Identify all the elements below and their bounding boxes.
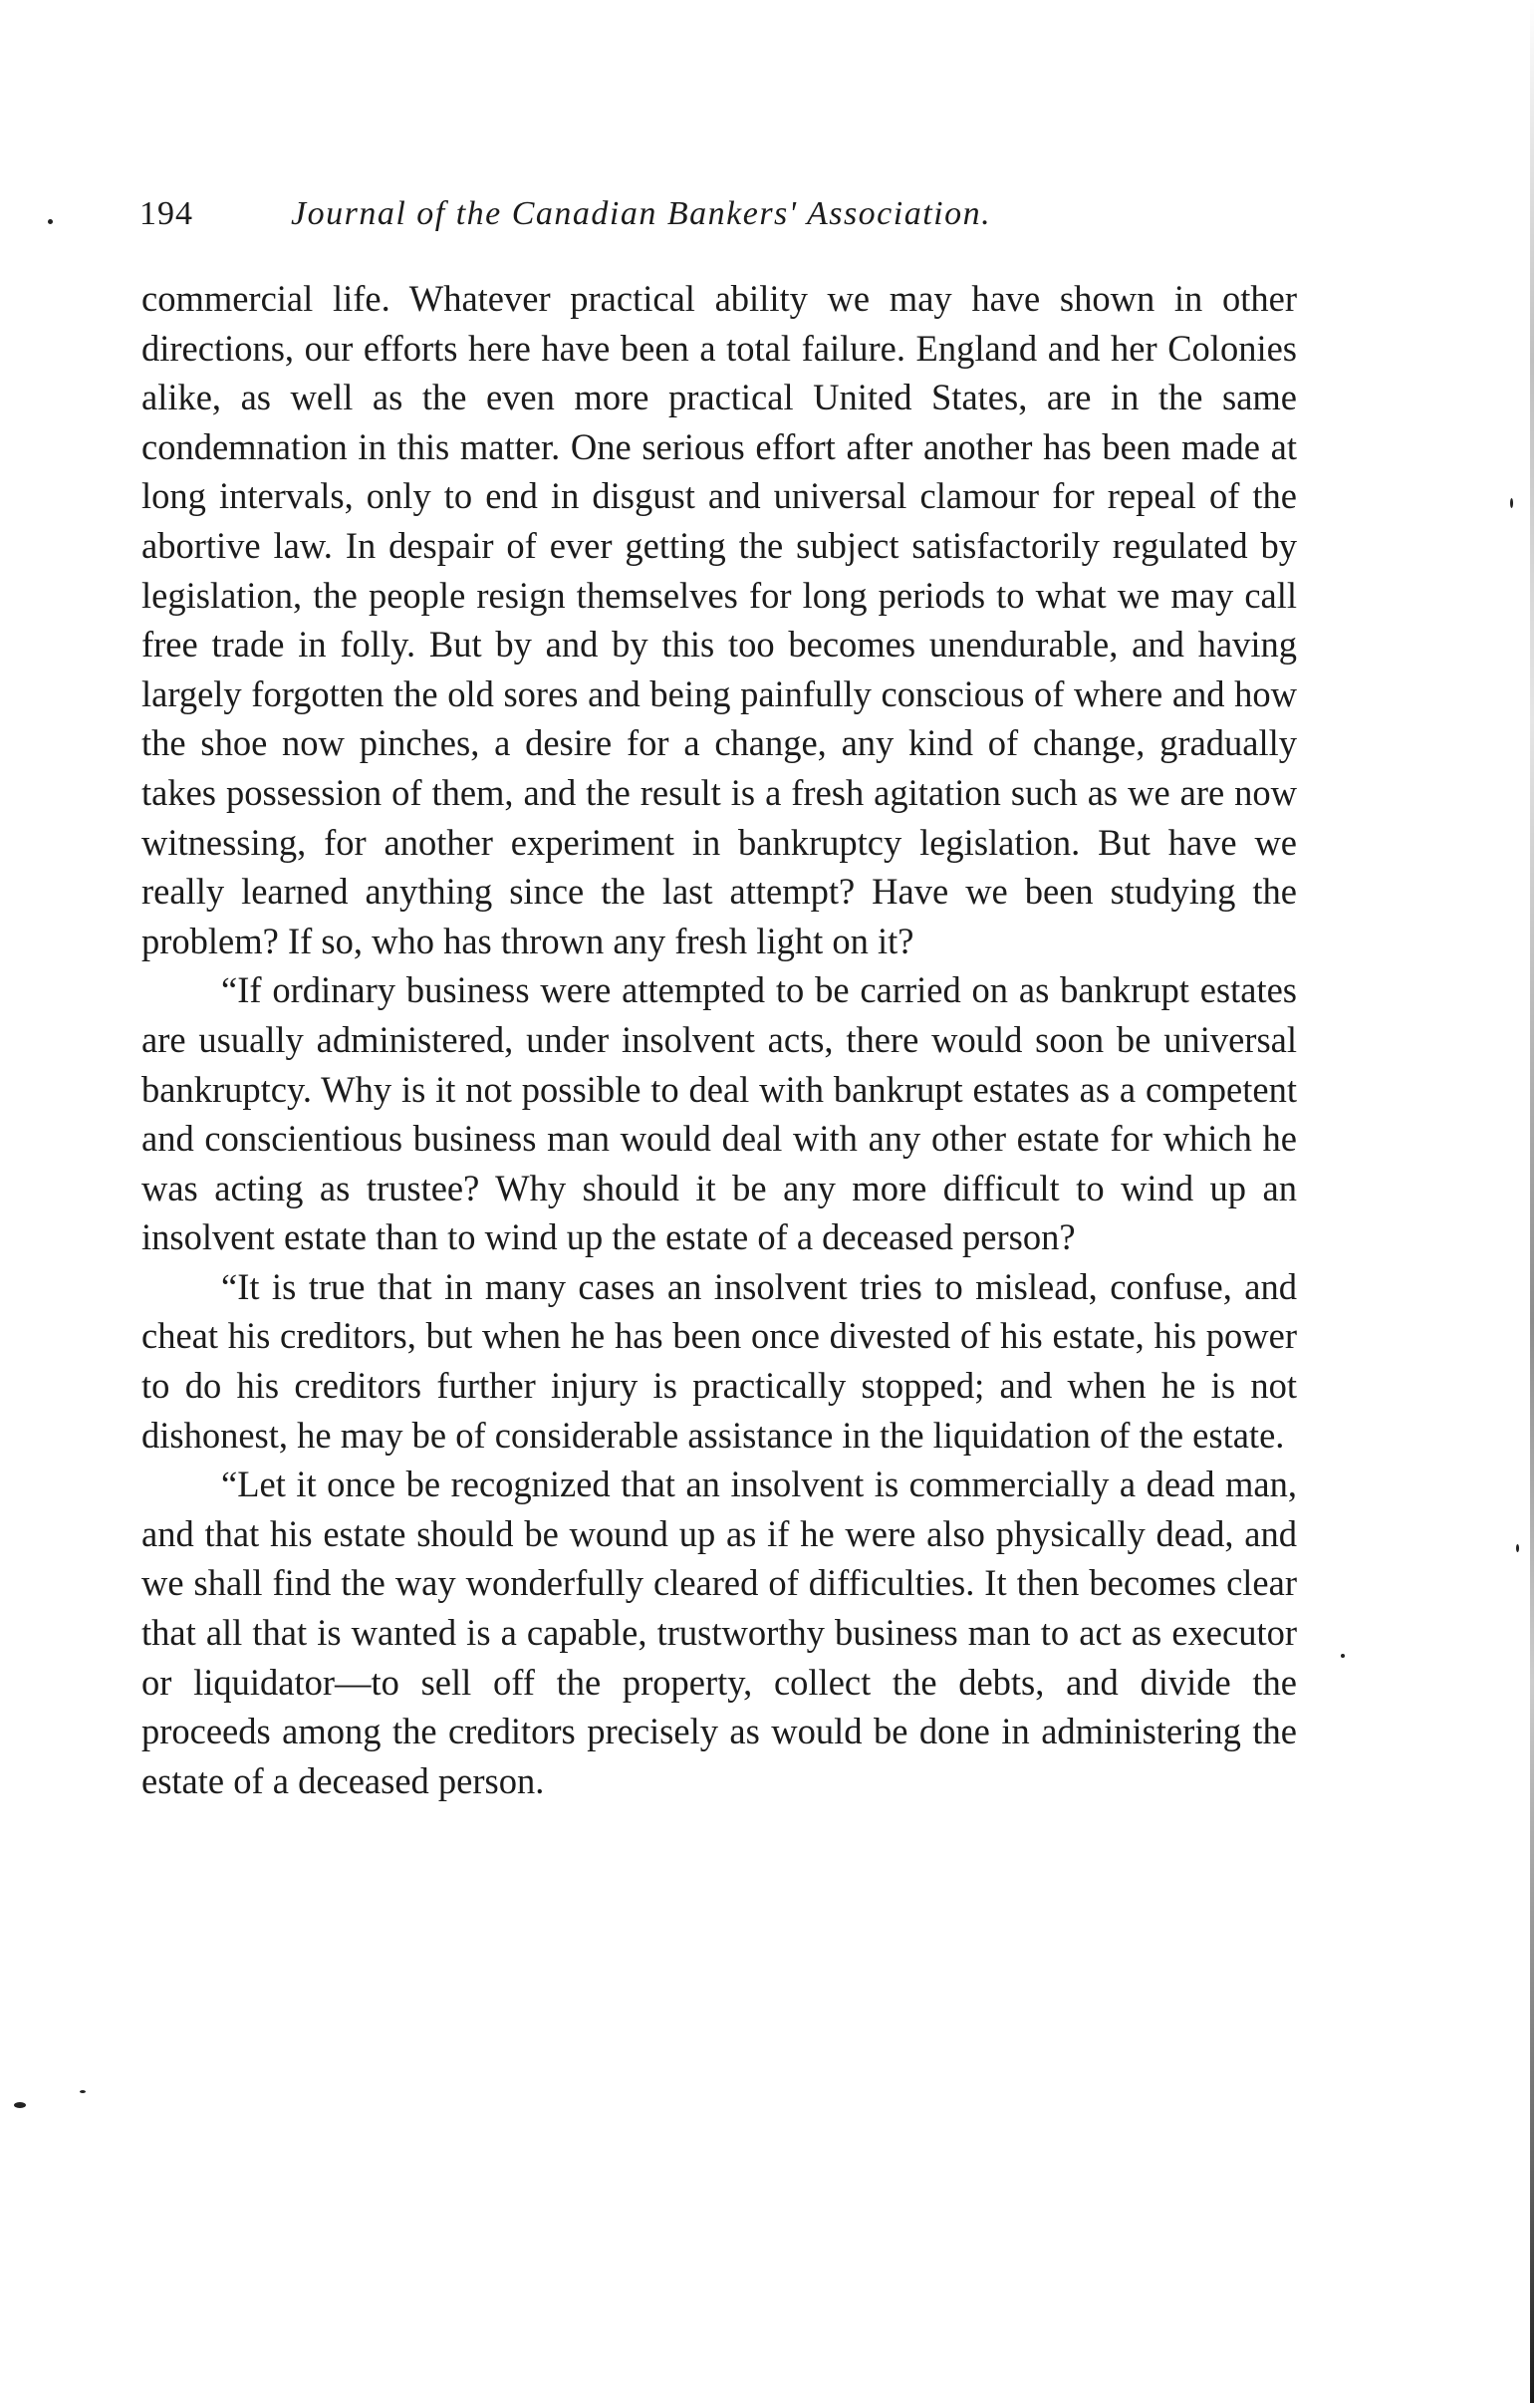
- paragraph: “If ordinary business were attempted to be carried on as bankrupt estates are usually administered, under insolvent acts, there would soon be universal bankruptcy. Why is it not possible to deal with bankrupt estates as a competent and conscientious business man would deal with any other estate for which he was acting as trustee? Why should it be any more difficult to wind up an insolvent estate than to wind up the estate of a deceased person?: [141, 969, 1297, 1258]
- paragraph: commercial life. Whatever practical ability we may have shown in other directions, our efforts here have been a total failure. England and her Colonies alike, as well as the even more practical United States, are in the same condemnation in this matter. One serious effort after another has been made at long intervals, only to end in disgust and universal clamour for repeal of the abortive law. In despair of ever getting the subject satisfactorily regulated by legislation, the people resign themselves for long periods to what we may call free trade in folly. But by and by this too becomes unendurable, and having largely forgotten the old sores and being painfully conscious of where and how the shoe now pinches, a desire for a change, any kind of change, gradually takes possession of them, and the result is a fresh agitation such as we are now witnessing, for another experiment in bankruptcy legislation. But have we really learned anything since the last attempt? Have we been studying the problem? If so, who has thrown any fresh light on it?: [141, 278, 1297, 961]
- page-number: 194: [139, 195, 193, 232]
- margin-speck: [48, 219, 53, 224]
- page-header: [139, 195, 1136, 245]
- running-title: Journal of the Canadian Bankers' Association.: [291, 195, 992, 232]
- margin-speck: [14, 2102, 26, 2108]
- binding-edge-shadow: [1530, 0, 1534, 2403]
- margin-speck: [1510, 498, 1513, 508]
- margin-speck: [80, 2090, 86, 2093]
- paragraph: “Let it once be recognized that an insolvent is commercially a dead man, and that his estate should be wound up as if he were also physically dead, and we shall find the way wonderfully cleared of difficulties. It then becomes clear that all that is wanted is a capable, trustworthy business man to act as executor or liquidator—to sell off the property, collect the debts, and divide the proceeds among the creditors precisely as would be done in administering the estate of a deceased person.: [141, 1464, 1297, 1801]
- margin-speck: [1516, 1544, 1519, 1552]
- body-text: [141, 274, 1297, 1805]
- paragraph: “It is true that in many cases an insolvent tries to mislead, confuse, and cheat his creditors, but when he has been once divested of his estate, his power to do his creditors further injury is practically stopped; and when he is not dishonest, he may be of considerable assistance in the liquidation of the estate.: [141, 1265, 1297, 1456]
- margin-speck: [1341, 1654, 1345, 1658]
